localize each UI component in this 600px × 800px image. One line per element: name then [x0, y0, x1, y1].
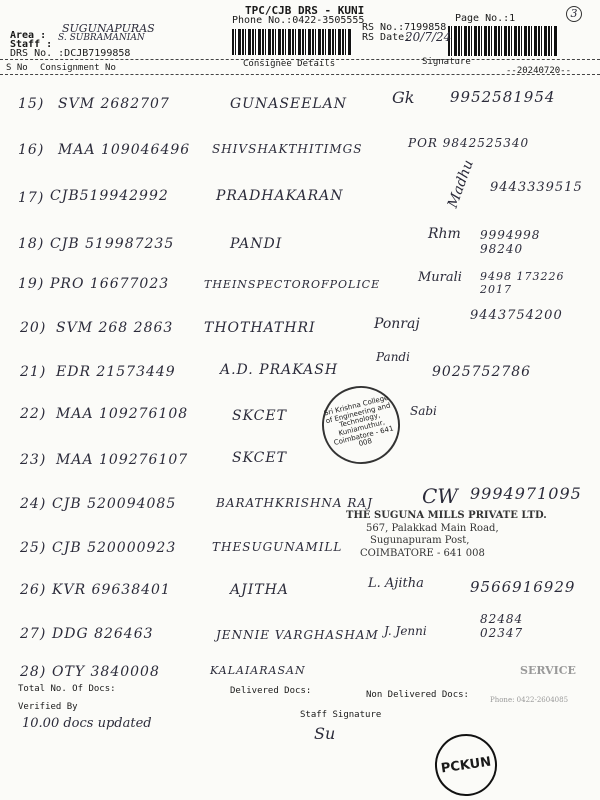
row-consignment: MAA 109046496	[58, 142, 191, 158]
row-consignment: SVM 268 2863	[56, 320, 174, 336]
row-consignee: GUNASEELAN	[230, 96, 348, 112]
row-consignment: PRO 16677023	[50, 276, 170, 292]
rs-date-label: RS Date:	[362, 32, 411, 43]
page-number: Page No.:1	[455, 13, 516, 24]
signature-row18: Rhm	[428, 226, 461, 242]
list-item	[0, 444, 600, 488]
col-consignee: Consignee Details	[243, 59, 336, 69]
list-item	[0, 136, 600, 180]
staff-value: S. SUBRAMANIAN	[58, 33, 145, 43]
row-consignee: SKCET	[232, 408, 287, 424]
row-sno: 20)	[20, 320, 47, 336]
college-stamp-text: Sri Krishna College of Engineering and Technology, Kuniamuthur, Coimbatore - 641 008	[323, 393, 395, 449]
row-sno: 27)	[20, 626, 47, 642]
service-stamp	[490, 664, 576, 705]
staff-label: Staff :	[10, 39, 53, 50]
staff-signature-label: Staff Signature	[300, 710, 382, 720]
row-sno: 25)	[20, 540, 47, 556]
row-sno: 22)	[20, 406, 47, 422]
row-sno: 21)	[20, 364, 47, 380]
barcode	[232, 29, 352, 55]
signature-row24: CW	[422, 484, 458, 508]
total-docs: Total No. Of Docs:	[18, 684, 116, 694]
list-item	[0, 226, 600, 270]
page-circled-mark: 3	[566, 6, 582, 22]
mills-stamp	[346, 510, 547, 560]
mills-stamp-line4: COIMBATORE - 641 008	[360, 547, 485, 559]
row-sno: 15)	[18, 96, 45, 112]
pckun-stamp-text: PCKUN	[440, 754, 492, 776]
row-consignee: THOTHATHRI	[204, 320, 316, 336]
row-consignee: AJITHA	[230, 582, 289, 598]
row-consignment: MAA 109276107	[56, 452, 189, 468]
row-consignee: SHIVSHAKTHITIMGS	[212, 142, 363, 156]
date-code: --20240720--	[506, 66, 572, 76]
area-label: Area :	[10, 30, 47, 41]
row-consignment: CJB519942992	[50, 188, 169, 204]
row-sno: 17)	[18, 190, 45, 206]
row-consignment: DDG 826463	[52, 626, 154, 642]
non-delivered-docs: Non Delivered Docs:	[366, 690, 469, 700]
row-consignment: EDR 21573449	[56, 364, 176, 380]
row-consignee: BARATHKRISHNA RAJ	[216, 496, 373, 510]
column-divider	[0, 74, 600, 75]
row-consignment: CJB 520000923	[52, 540, 177, 556]
service-stamp-phone: Phone: 0422-2604085	[490, 695, 569, 704]
mills-stamp-line1: THE SUGUNA MILLS PRIVATE LTD.	[346, 510, 547, 521]
col-signature: Signature	[422, 57, 471, 67]
row-phone: 9443754200	[470, 308, 563, 323]
row-phone: 9994971095	[470, 484, 582, 503]
row-sno: 18)	[18, 236, 45, 252]
row-phone: 82484 02347	[480, 612, 524, 640]
col-consignment: Consignment No	[40, 63, 116, 73]
row-consignee: KALAIARASAN	[210, 664, 306, 677]
row-consignee: SKCET	[232, 450, 287, 466]
row-consignment: KVR 69638401	[52, 582, 171, 598]
service-stamp-title: SERVICE	[520, 664, 576, 677]
row-sno: 26)	[20, 582, 47, 598]
list-item	[0, 358, 600, 402]
row-sno: 23)	[20, 452, 47, 468]
list-item	[0, 308, 600, 358]
row-consignment: SVM 2682707	[58, 96, 170, 112]
mills-stamp-line2: 567, Palakkad Main Road,	[366, 522, 499, 534]
pckun-stamp	[431, 730, 501, 800]
delivered-docs: Delivered Docs:	[230, 686, 312, 696]
row-consignee: THESUGUNAMILL	[212, 540, 343, 554]
row-sno: 28)	[20, 664, 47, 680]
row-consignee: PRADHAKARAN	[216, 188, 344, 204]
barcode-right	[448, 26, 558, 56]
verified-note: 10.00 docs updated	[22, 716, 152, 731]
row-phone: 9952581954	[450, 88, 556, 106]
list-item	[0, 88, 600, 136]
list-item	[0, 612, 600, 664]
header-title: TPC/CJB DRS - KUNI	[245, 4, 365, 17]
mills-stamp-line3: Sugunapuram Post,	[370, 535, 470, 546]
row-phone: 9498 173226 2017	[480, 270, 565, 296]
signature-row26: L. Ajitha	[368, 576, 424, 591]
rs-number: RS No.:7199858	[362, 22, 447, 33]
signature-row19: Murali	[418, 270, 462, 285]
row-sno: 19)	[18, 276, 45, 292]
verified-by: Verified By	[18, 702, 78, 712]
signature-row22: Sabi	[410, 404, 437, 418]
signature-row20: Ponraj	[374, 316, 420, 332]
list-item	[0, 180, 600, 224]
row-consignee: JENNIE VARGHASHAM	[216, 628, 379, 642]
header-phone: Phone No.:0422-3505555	[232, 15, 365, 26]
rs-date-value: 20/7/24	[405, 30, 452, 44]
row-sno: 24)	[20, 496, 47, 512]
col-sno: S No	[6, 63, 28, 73]
row-sno: 16)	[18, 142, 45, 158]
drs-number: DRS No. :DCJB7199858	[10, 48, 131, 59]
row-consignment: MAA 109276108	[56, 406, 189, 422]
row-consignee: A.D. PRAKASH	[220, 362, 339, 378]
list-item	[0, 400, 600, 444]
row-consignment: OTY 3840008	[52, 664, 160, 680]
row-consignment: CJB 519987235	[50, 236, 175, 252]
staff-signature-mark: Su	[314, 724, 336, 743]
row-phone: 9025752786	[432, 364, 532, 380]
row-consignment: CJB 520094085	[52, 496, 177, 512]
row-consignee: THEINSPECTOROFPOLICE	[204, 278, 381, 291]
row-phone: 9994998 98240	[480, 228, 541, 256]
signature-row21: Pandi	[376, 350, 410, 364]
row-phone: POR 9842525340	[408, 136, 530, 150]
row-phone: 9566916929	[470, 578, 576, 596]
signature-row27: J. Jenni	[384, 624, 427, 638]
signature-row15: Gk	[392, 88, 415, 107]
signature-row17: Madhu	[444, 157, 477, 211]
row-phone: 9443339515	[490, 180, 583, 195]
area-value: SUGUNAPURAS	[62, 22, 155, 35]
row-consignee: PANDI	[230, 236, 283, 252]
